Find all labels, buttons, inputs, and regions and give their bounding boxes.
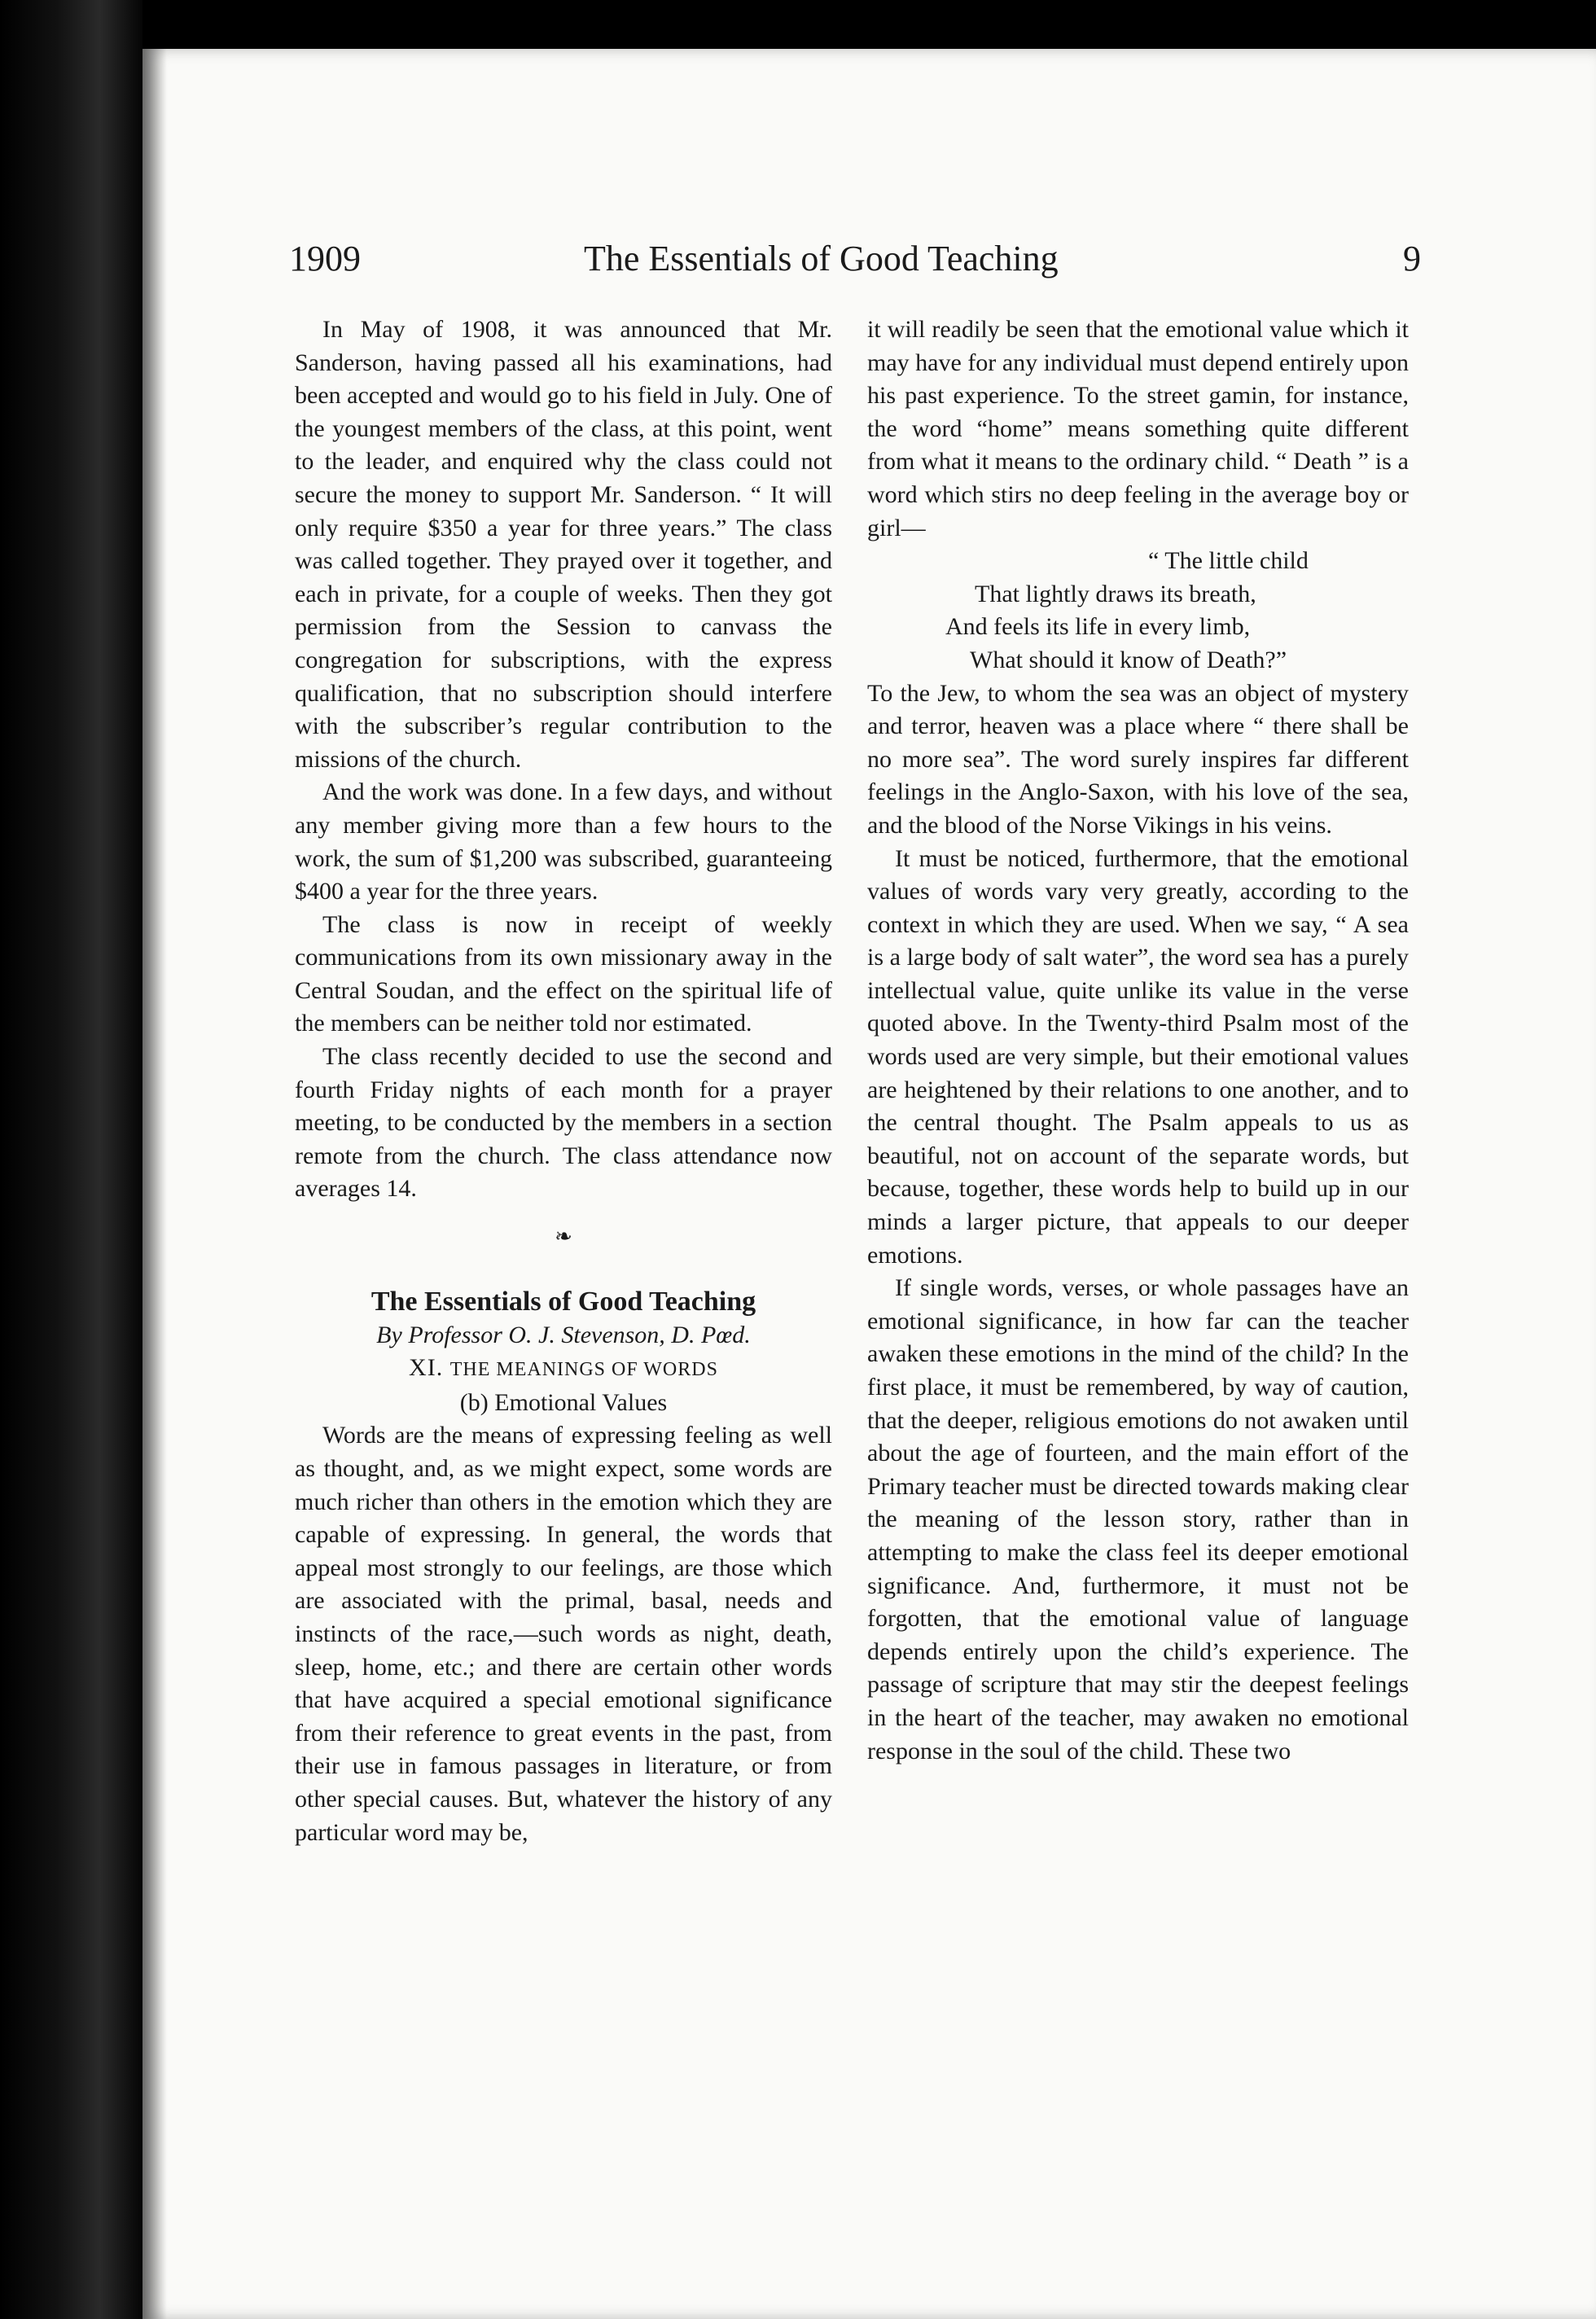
book-spine-shadow (0, 0, 142, 2319)
paragraph: To the Jew, to whom the sea was an object of mystery and terror, heaven was a place where “ there shall be no more sea”. The word surely inspires far different feelings in the Anglo-Saxon, with his love of the sea, and the blood of the Norse Vikings in his veins. (867, 679, 1409, 839)
article-byline: By Professor O. J. Stevenson, D. Pœd. (376, 1321, 751, 1348)
paragraph: If single words, verses, or whole passages have an emotional significance, in how far can the teacher awaken these emotions in the mind of the child? In the first place, it must be remembered, by way of caution, that the deeper, religious emotions do not awaken until about the age of fourteen, and the main effort of the Primary teacher must be directed towards making clear the meaning of the lesson story, rather than in attempting to make the class feel its deeper emotional significance. And, furthermore, it must not be forgotten, that the emotional value of language depends entirely upon the child’s experience. The passage of scripture that may stir the deepest feelings in the heart of the teacher, may awaken no emotional response in the soul of the child. These two (867, 1274, 1409, 1764)
poem-quote (867, 545, 1409, 677)
poem-line: And feels its life in every limb, (945, 613, 1251, 641)
left-column (295, 313, 832, 1849)
section-ornament: ❧ (555, 1225, 572, 1249)
gutter-shadow (142, 49, 167, 2319)
paragraph: It must be noticed, furthermore, that the emotional values of words vary very greatly, according to the context in which they are used. When we say, “ A sea is a large body of salt water”, the word sea has a purely intellectual value, quite unlike its value in the verse quoted above. In the Twenty-third Psalm most of the words used are very simple, but their emotional values are heightened by their relations to one another, and to the central thought. The Psalm appeals to us as beautiful, not on account of the separate words, but because, together, these words help to build up in our minds a larger picture, that appeals to our deeper emotions. (867, 844, 1409, 1269)
poem-line: “ The little child (1148, 547, 1309, 575)
header-title: The Essentials of Good Teaching (584, 239, 1059, 278)
poem-line: What should it know of Death?” (970, 646, 1287, 673)
paragraph: Words are the means of expressing feeling as well as thought, and, as we might expect, some words are much richer than others in the emotion which they are capable of expressing. In general, the words that appeal most strongly to our feelings, are those which are associated with the primal, basal, needs and instincts of the race,—such words as night, death, sleep, home, etc.; and there are certain other words that have acquired a special emotional significance from their reference to great events in the past, from their use in famous passages in literature, or from other special causes. But, whatever the history of any particular word may be, (295, 1422, 832, 1846)
article-section-heading (295, 1352, 832, 1387)
right-column (867, 313, 1409, 1768)
paragraph: And the work was done. In a few days, and without any member giving more than a few hours to the work, the sum of $1,200 was subscribed, guaranteeing $400 a year for the three years. (295, 778, 832, 905)
page-number: 9 (1403, 239, 1421, 278)
paragraph: The class recently decided to use the second and fourth Friday nights of each month for a prayer meeting, to be conducted by the members in a section remote from the church. The class attendance now averages 14. (295, 1043, 832, 1203)
paragraph: The class is now in receipt of weekly communications from its own missionary away in the Central Soudan, and the effect on the spiritual life of the members can be neither told nor estimated. (295, 910, 832, 1037)
section-number: XI. (409, 1354, 444, 1382)
paragraph: In May of 1908, it was announced that Mr. Sanderson, having passed all his examinations, had been accepted and would go to his field in July. One of the youngest members of the class, at this point, went to the leader, and enquired why the class could not secure the money to support Mr. Sanderson. “ It will only require $350 a year for three years.” The class was called together. They prayed over it together, and each in private, for a couple of weeks. Then they got permission from the Session to canvass the congregation for subscriptions, with the express qualification, that no subscription should interfere with the subscriber’s regular contribution to the missions of the church. (295, 316, 832, 773)
article-title: The Essentials of Good Teaching (370, 1287, 756, 1317)
paragraph: it will readily be seen that the emotional value which it may have for any individual must depend entirely upon his past experience. To the street gamin, for instance, the word “home” means something quite different from what it means to the ordinary child. “ Death ” is a word which stirs no deep feeling in the average boy or girl— (867, 316, 1409, 541)
poem-line: That lightly draws its breath, (975, 580, 1256, 607)
section-title: THE MEANINGS OF WORDS (449, 1359, 718, 1381)
running-header (289, 238, 1421, 287)
article-subheading: (b) Emotional Values (459, 1388, 668, 1416)
header-year: 1909 (289, 239, 361, 278)
